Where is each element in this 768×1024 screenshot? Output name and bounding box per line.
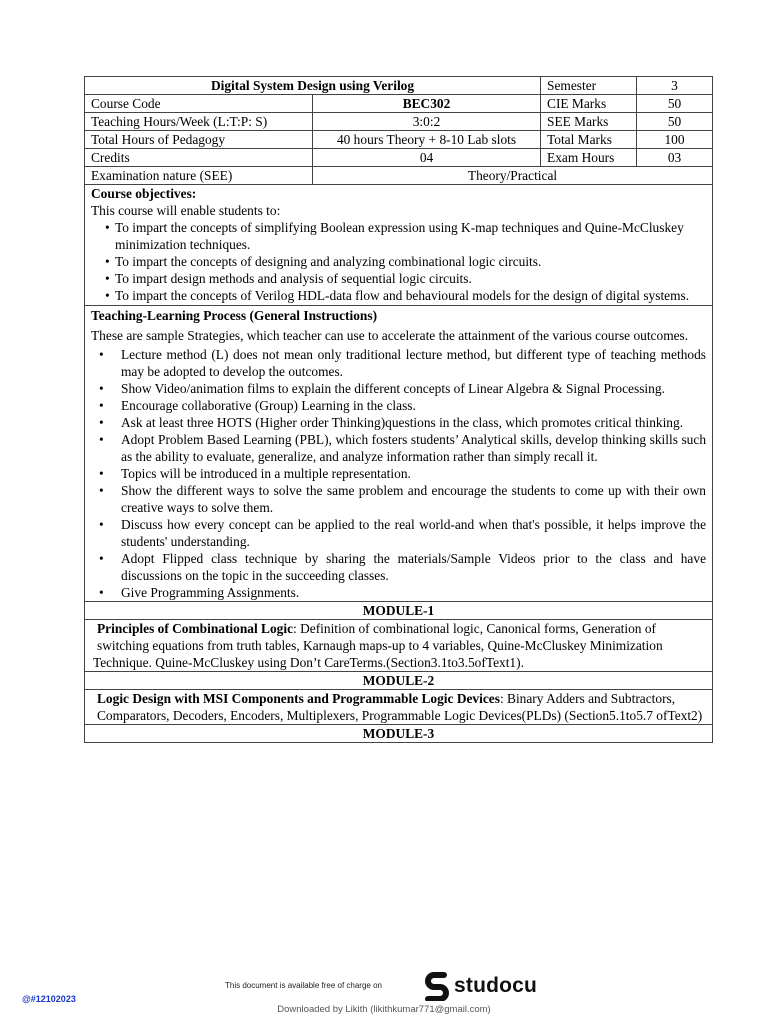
see-marks-value: 50 (637, 113, 713, 131)
module-1-heading: MODULE-1 (85, 602, 713, 620)
objective-item: • To impart the concepts of Verilog HDL-data flow and behavioural models for the design of digital systems. (107, 287, 706, 304)
objectives-intro: This course will enable students to: (91, 203, 281, 218)
module-1-text-2: Technique. Quine-McCluskey using Don’t CareTerms.(Section3.1to3.5ofText1). (93, 655, 524, 670)
course-code-label: Course Code (85, 95, 313, 113)
module-2-heading: MODULE-2 (85, 672, 713, 690)
module-1-body-row (85, 620, 713, 672)
module-2-body (85, 690, 713, 725)
teaching-hours-value: 3:0:2 (313, 113, 541, 131)
objective-item: • To impart the concepts of designing and analyzing combinational logic circuits. (107, 253, 706, 270)
exam-hours-value: 03 (637, 149, 713, 167)
see-marks-label: SEE Marks (541, 113, 637, 131)
total-marks-label: Total Marks (541, 131, 637, 149)
pedagogy-hours-value: 40 hours Theory + 8-10 Lab slots (313, 131, 541, 149)
semester-label: Semester (541, 77, 637, 95)
studocu-logo-icon (424, 971, 450, 1001)
teaching-item: • Ask at least three HOTS (Higher order Thinking)questions in the class, which promotes critical thinking. (121, 414, 706, 431)
total-marks-value: 100 (637, 131, 713, 149)
objective-item: • To impart the concepts of simplifying Boolean expression using K-map techniques and Quine-McCluskey minimization techniques. (107, 219, 706, 253)
module-2-text: : Binary Adders and Subtractors, Comparators, Decoders, Encoders, Multiplexers, Programmable Logic Devices(PLDs) (Section5.1to5.7 ofText2) (97, 691, 703, 723)
module-1-text: : Definition of combinational logic, Canonical forms, Generation of switching equations from truth tables, Karnaugh maps-up to 4 variables, Quine-McCluskey Minimization (97, 621, 663, 653)
module-2-heading-row (85, 672, 713, 690)
credits-label: Credits (85, 149, 313, 167)
module-3-heading: MODULE-3 (85, 725, 713, 743)
objectives-list (91, 219, 706, 304)
teaching-list (91, 346, 706, 601)
syllabus-table (84, 76, 713, 743)
studocu-logo[interactable] (424, 970, 537, 1002)
teaching-title: Teaching-Learning Process (General Instructions) (91, 308, 378, 323)
objective-item: • To impart design methods and analysis of sequential logic circuits. (107, 270, 706, 287)
teaching-item: • Encourage collaborative (Group) Learning in the class. (121, 397, 706, 414)
availability-text: This document is available free of charge on (225, 981, 382, 990)
exam-nature-label: Examination nature (SEE) (85, 167, 313, 185)
downloaded-by-text: Downloaded by Likith (likithkumar771@gmail.com) (277, 1004, 491, 1015)
teaching-hours-label: Teaching Hours/Week (L:T:P: S) (85, 113, 313, 131)
exam-nature-value: Theory/Practical (313, 167, 713, 185)
cie-marks-value: 50 (637, 95, 713, 113)
semester-value: 3 (637, 77, 713, 95)
header-row-title (85, 77, 713, 95)
header-row (85, 149, 713, 167)
header-row (85, 131, 713, 149)
document-tag: @#12102023 (22, 994, 76, 1004)
teaching-item: • Lecture method (L) does not mean only traditional lecture method, but different type of teaching methods may be adopted to develop the outcomes. (121, 346, 706, 380)
objectives-section (85, 185, 713, 306)
teaching-item: • Show the different ways to solve the same problem and encourage the students to come up with their own creative ways to solve them. (121, 482, 706, 516)
module-1-lead: Principles of Combinational Logic (97, 621, 294, 636)
module-3-heading-row (85, 725, 713, 743)
module-2-body-row (85, 690, 713, 725)
teaching-section (85, 306, 713, 602)
module-1-body (85, 620, 713, 672)
credits-value: 04 (313, 149, 541, 167)
header-row (85, 95, 713, 113)
course-code-value: BEC302 (313, 95, 541, 113)
header-row (85, 113, 713, 131)
module-2-lead: Logic Design with MSI Components and Programmable Logic Devices (97, 691, 500, 706)
teaching-intro: These are sample Strategies, which teacher can use to accelerate the attainment of the various course outcomes. (91, 328, 689, 343)
teaching-item: • Topics will be introduced in a multiple representation. (121, 465, 706, 482)
pedagogy-hours-label: Total Hours of Pedagogy (85, 131, 313, 149)
teaching-item: • Show Video/animation films to explain the different concepts of Linear Algebra & Signal Processing. (121, 380, 706, 397)
course-title: Digital System Design using Verilog (85, 77, 541, 95)
teaching-item: • Adopt Problem Based Learning (PBL), which fosters students’ Analytical skills, develop thinking skills such as the ability to evaluate, generalize, and analyze information rather than simply recall it. (121, 431, 706, 465)
studocu-logo-word: studocu (454, 974, 538, 997)
teaching-item: • Adopt Flipped class technique by sharing the materials/Sample Videos prior to the class and have discussions on the topic in the succeeding classes. (121, 550, 706, 584)
cie-marks-label: CIE Marks (541, 95, 637, 113)
header-row (85, 167, 713, 185)
module-1-heading-row (85, 602, 713, 620)
teaching-item: • Discuss how every concept can be applied to the real world-and when that's possible, it helps improve the students' understanding. (121, 516, 706, 550)
teaching-item: • Give Programming Assignments. (121, 584, 706, 601)
objectives-title: Course objectives: (91, 186, 197, 201)
exam-hours-label: Exam Hours (541, 149, 637, 167)
